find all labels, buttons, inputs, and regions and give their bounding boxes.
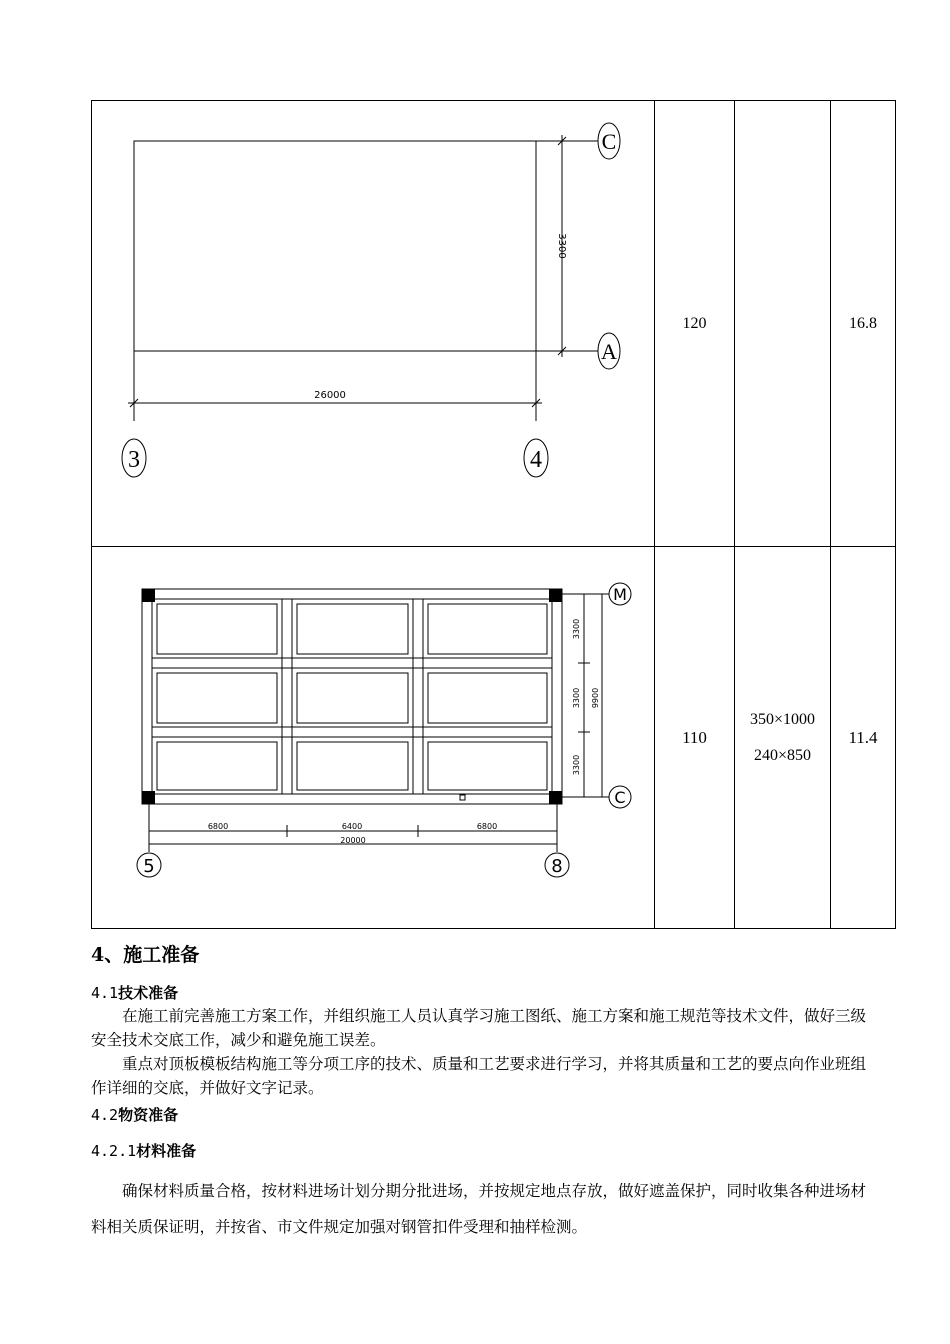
drawing-cell (92, 547, 655, 929)
section-4-1-paragraph-2: 重点对顶板模板结构施工等分项工序的技术、质量和工艺要求进行学习，并将其质量和工艺的要点向作业班组作详细的交底，并做好文字记录。 (91, 1055, 867, 1097)
dim-horizontal-label: 26000 (314, 390, 346, 401)
slab-outline (134, 141, 536, 351)
dim-label: 6400 (341, 822, 363, 831)
table-row (92, 547, 896, 929)
axis-label: 5 (143, 856, 155, 877)
axis-label: 8 (551, 856, 563, 877)
axis-label: M (613, 585, 627, 604)
thickness-cell (655, 547, 735, 929)
section-4-1-heading: 4.1技术准备 (91, 984, 179, 1002)
section-4-2-1-heading: 4.2.1材料准备 (91, 1142, 197, 1160)
section-4-heading: 4、施工准备 (91, 944, 200, 966)
axis-label: C (601, 129, 617, 154)
section-4-1-paragraph-1: 在施工前完善施工方案工作，并组织施工人员认真学习施工图纸、施工方案和施工规范等技术文件，做好三级安全技术交底工作，减少和避免施工误差。 (91, 1007, 867, 1049)
section-4-2-1-paragraph: 确保材料质量合格，按材料进场计划分期分批进场，并按规定地点存放，做好遮盖保护，同时收集各种进场材料相关质保证明，并按省、市文件规定加强对钢管扣件受理和抽样检测。 (91, 1182, 867, 1236)
drawing-cell (92, 101, 655, 547)
slab-plan-drawing-2 (92, 547, 654, 928)
dim-label: 3300 (572, 618, 581, 640)
height-cell (831, 101, 896, 547)
beam-size-cell (735, 547, 831, 929)
beam-size-2: 240×850 (753, 746, 812, 764)
slab-plan-drawing-1 (92, 101, 654, 546)
beam-size-1: 350×1000 (749, 710, 816, 728)
dim-label: 20000 (340, 836, 366, 845)
table-row (92, 101, 896, 547)
dim-label: 6800 (476, 822, 498, 831)
dim-label: 6800 (207, 822, 229, 831)
section-4-2-heading: 4.2物资准备 (91, 1106, 179, 1124)
dim-label: 3300 (572, 754, 581, 776)
dim-label: 9900 (591, 687, 600, 709)
axis-label: A (601, 339, 617, 364)
slab-spec-table (91, 100, 896, 929)
dim-vertical-label: 3300 (556, 233, 567, 259)
axis-label: 4 (530, 447, 542, 473)
thickness-value: 120 (682, 314, 707, 332)
dim-label: 3300 (572, 687, 581, 709)
axis-label: 3 (128, 447, 140, 473)
beam-size-cell (735, 101, 831, 547)
axis-label: C (614, 788, 626, 807)
thickness-cell (655, 101, 735, 547)
thickness-value: 110 (682, 727, 707, 747)
height-value: 11.4 (848, 727, 878, 747)
height-cell (831, 547, 896, 929)
height-value: 16.8 (849, 314, 877, 332)
